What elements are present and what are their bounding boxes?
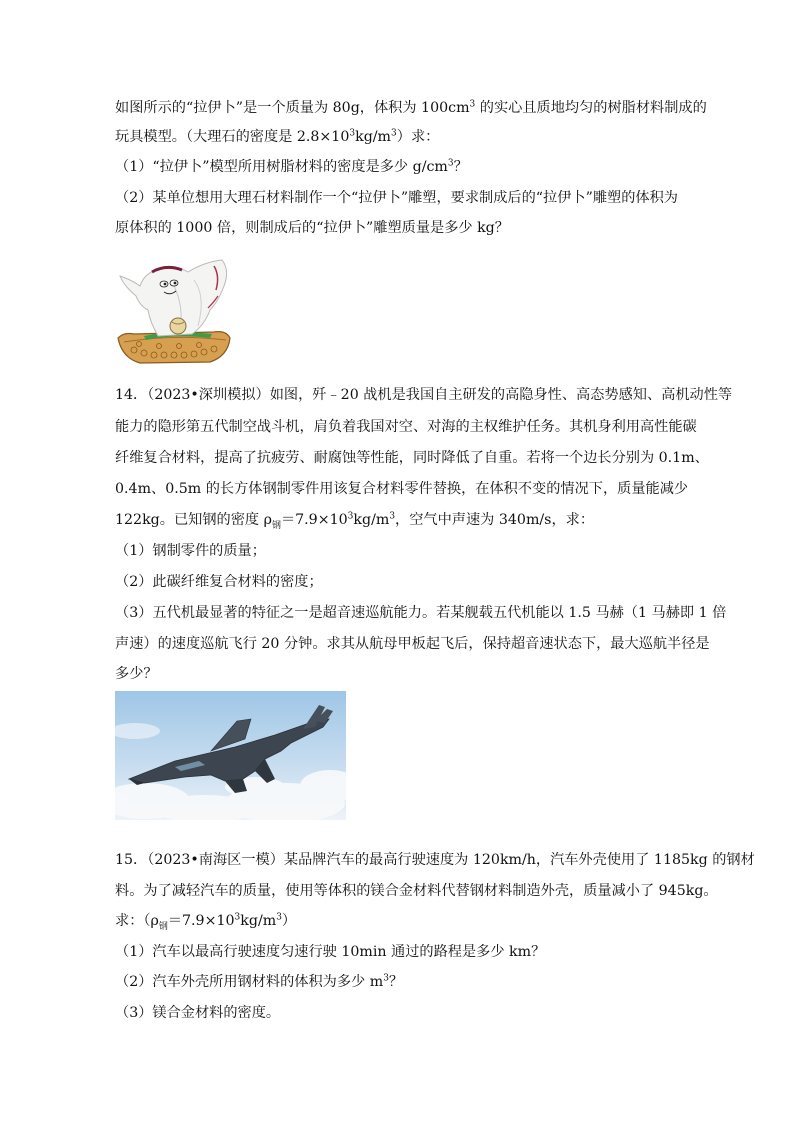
q14-part-3-line-3: 多少？ <box>115 666 158 682</box>
q15-line-3: 求：$(\rho_钢=7.9\times 10^3kg/m^3)$ <box>115 912 297 932</box>
q14-part-1: （1）钢制零件的质量； <box>115 543 266 559</box>
q14-line-2: 能力的隐形第五代制空战斗机，肩负着我国对空、对海的主权维护任务。其机身利用高性能碳 <box>115 419 697 435</box>
q13-line-1: 如图所示的“拉伊卜”是一个质量为 80g，体积为 $100cm^3$ 的实心且质地均匀的树脂材料制成的 <box>115 99 707 116</box>
q14-line-5: 122kg。已知钢的密度 $\rho_钢=7.9\times 10^3kg/m^3$，空气中声速为 340m/s，求： <box>115 511 595 531</box>
q14-line-1: 14．（2023•深圳模拟）如图，歼﹣20 战机是我国自主研发的高隐身性、高态势感知、高机动性等 <box>115 387 733 403</box>
q14-part-2: （2）此碳纤维复合材料的密度； <box>115 574 323 590</box>
q15-part-2: （2）汽车外壳所用钢材料的体积为多少 $m^3$？ <box>115 973 404 990</box>
q15-line-1: 15．（2023•南海区一模）某品牌汽车的最高行驶速度为 120km/h，汽车外壳使用了 1185kg 的钢材 <box>115 852 755 868</box>
q15-line-2: 料。为了减轻汽车的质量，使用等体积的镁合金材料代替钢材料制造外壳，质量减小了 945kg。 <box>115 883 718 899</box>
q14-part-3-line-1: （3）五代机最显著的特征之一是超音速巡航能力。若某舰载五代机能以 1.5 马赫（1 马赫即 1 倍 <box>115 605 727 621</box>
q14-line-3: 纤维复合材料，提高了抗疲劳、耐腐蚀等性能，同时降低了自重。若将一个边长分别为 0.1m、 <box>115 450 709 466</box>
q14-line-4: 0.4m、0.5m 的长方体钢制零件用该复合材料零件替换，在体积不变的情况下，质量能减少 <box>115 481 689 497</box>
q15-part-1: （1）汽车以最高行驶速度匀速行驶 10min 通过的路程是多少 km？ <box>115 944 546 960</box>
q13-line-2: 玩具模型。（大理石的密度是 $2.8\times 10^3kg/m^3$）求： <box>115 128 440 145</box>
q13-part-1: （1）“拉伊卜”模型所用树脂材料的密度是多少 $g/cm^3$？ <box>115 158 468 175</box>
q15-part-3: （3）镁合金材料的密度。 <box>115 1005 281 1021</box>
q13-part-2-line-2: 原体积的 1000 倍，则制成后的“拉伊卜”雕塑质量是多少 kg？ <box>115 220 509 236</box>
jet-figure <box>115 691 346 820</box>
q14-part-3-line-2: 声速）的速度巡航飞行 20 分钟。求其从航母甲板起飞后，保持超音速状态下，最大巡航半径是 <box>115 636 710 652</box>
mascot-figure <box>114 256 234 368</box>
q13-part-2-line-1: （2）某单位想用大理石材料制作一个“拉伊卜”雕塑，要求制成后的“拉伊卜”雕塑的体积为 <box>115 190 678 206</box>
